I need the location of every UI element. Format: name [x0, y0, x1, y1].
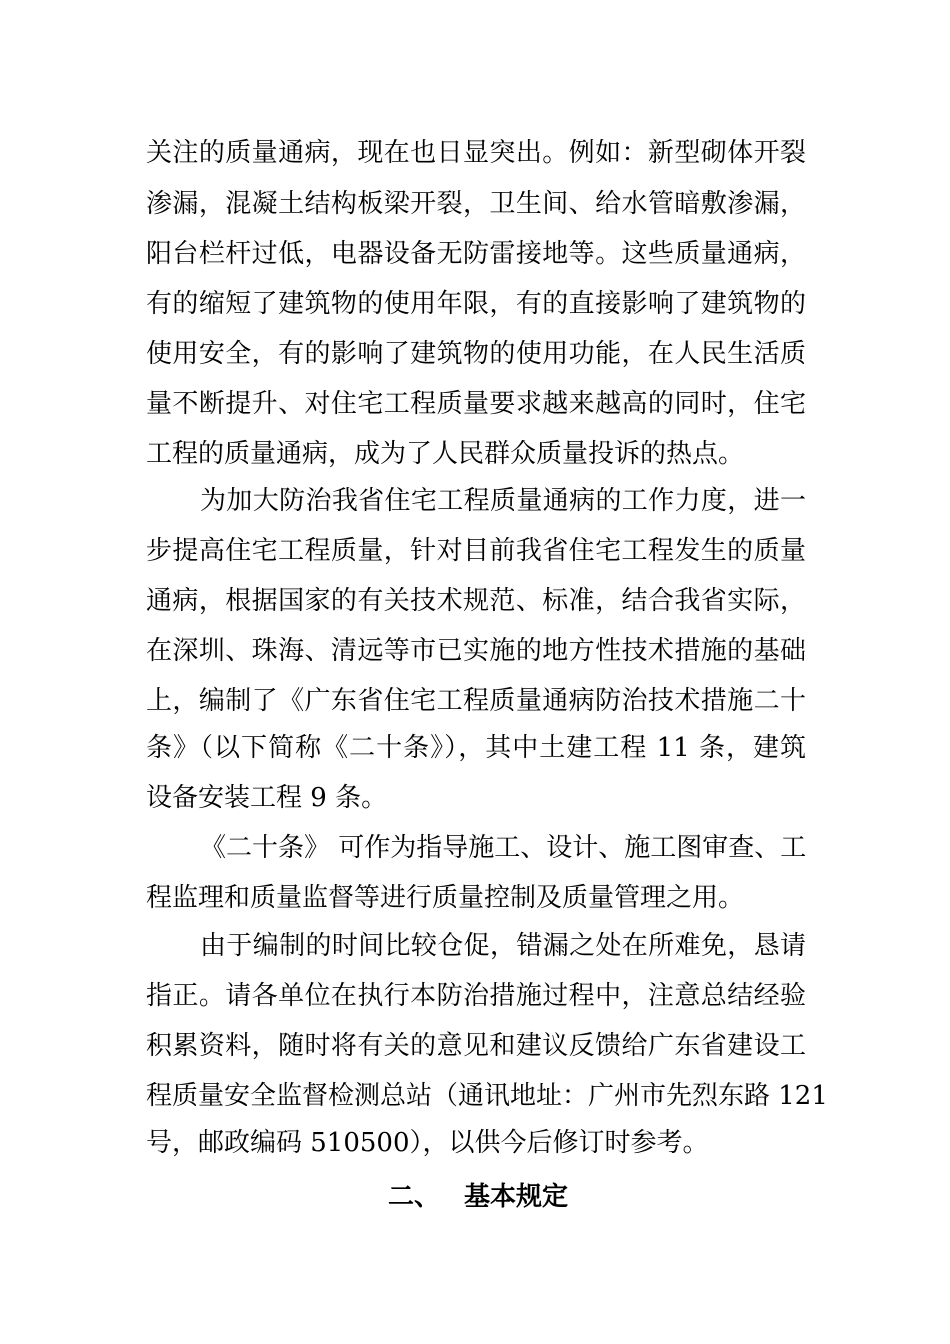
paragraph-2-line-7: 设备安装工程 9 条。 [146, 783, 388, 813]
paragraph-1-line-4: 有的缩短了建筑物的使用年限，有的直接影响了建筑物的 [146, 289, 806, 319]
paragraph-1-line-5: 使用安全，有的影响了建筑物的使用功能，在人民生活质 [146, 339, 806, 369]
paragraph-1-line-3: 阳台栏杆过低，电器设备无防雷接地等。这些质量通病， [146, 239, 806, 269]
section-number: 二、 [388, 1182, 441, 1212]
paragraph-2-line-4: 在深圳、珠海、清远等市已实施的地方性技术措施的基础 [146, 636, 806, 666]
paragraph-2-line-1: 为加大防治我省住宅工程质量通病的工作力度，进一 [200, 486, 806, 516]
paragraph-4-line-1: 由于编制的时间比较仓促，错漏之处在所难免，恳请 [200, 931, 806, 961]
paragraph-4-line-2: 指正。请各单位在执行本防治措施过程中，注意总结经验 [146, 981, 806, 1011]
section-title: 基本规定 [464, 1182, 569, 1212]
paragraph-3-line-2: 程监理和质量监督等进行质量控制及质量管理之用。 [146, 883, 745, 913]
paragraph-2-line-2: 步提高住宅工程质量，针对目前我省住宅工程发生的质量 [146, 536, 806, 566]
paragraph-4-line-5: 号，邮政编码 510500），以供今后修订时参考。 [146, 1128, 709, 1158]
paragraph-1-line-2: 渗漏，混凝土结构板梁开裂，卫生间、给水管暗敷渗漏， [146, 189, 806, 219]
paragraph-3-line-1: 《二十条》 可作为指导施工、设计、施工图审查、工 [200, 833, 807, 863]
section-heading [0, 1176, 950, 1218]
paragraph-1-line-6: 量不断提升、对住宅工程质量要求越来越高的同时，住宅 [146, 389, 806, 419]
paragraph-2-line-5: 上，编制了《广东省住宅工程质量通病防治技术措施二十 [146, 686, 806, 716]
paragraph-2-line-3: 通病，根据国家的有关技术规范、标准，结合我省实际， [146, 586, 806, 616]
paragraph-4-line-4: 程质量安全监督检测总站（通讯地址：广州市先烈东路 121 [146, 1081, 828, 1111]
paragraph-1-line-7: 工程的质量通病，成为了人民群众质量投诉的热点。 [146, 439, 745, 469]
paragraph-1-line-1: 关注的质量通病，现在也日显突出。例如：新型砌体开裂 [146, 138, 806, 168]
paragraph-2-line-6: 条》（以下简称《二十条》），其中土建工程 11 条，建筑 [146, 733, 806, 763]
paragraph-4-line-3: 积累资料，随时将有关的意见和建议反馈给广东省建设工 [146, 1031, 806, 1061]
